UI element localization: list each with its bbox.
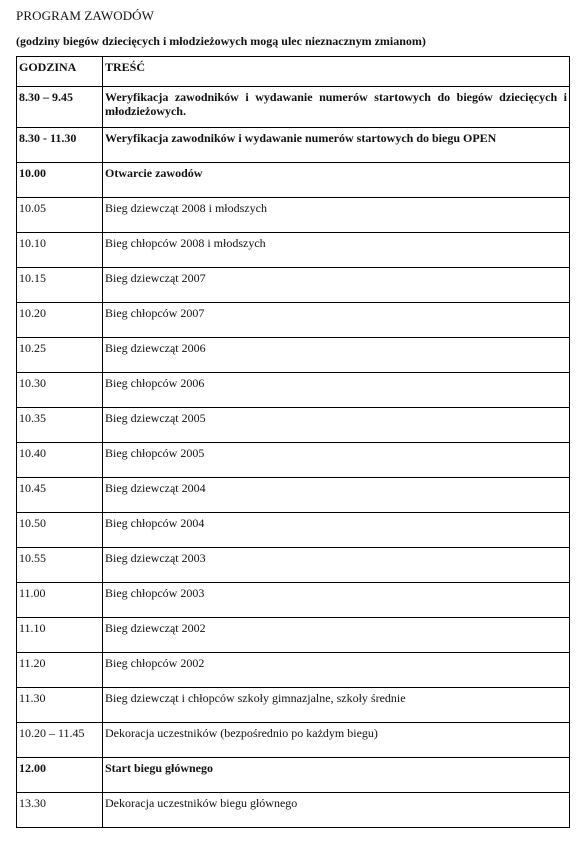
row-time: 11.30 — [17, 688, 103, 723]
row-time: 10.35 — [17, 408, 103, 443]
row-time: 10.50 — [17, 513, 103, 548]
row-time: 11.10 — [17, 618, 103, 653]
row-description: Bieg chłopców 2005 — [103, 443, 570, 478]
row-description: Weryfikacja zawodników i wydawanie numerów startowych do biegu OPEN — [103, 128, 570, 163]
row-time: 11.20 — [17, 653, 103, 688]
table-row — [17, 618, 570, 653]
row-description: Bieg chłopców 2008 i młodszych — [103, 233, 570, 268]
row-time: 10.10 — [17, 233, 103, 268]
table-row — [17, 443, 570, 478]
row-time: 10.00 — [17, 163, 103, 198]
row-description: Bieg dziewcząt 2005 — [103, 408, 570, 443]
header-time: GODZINA — [17, 57, 103, 87]
table-row — [17, 87, 570, 128]
row-time: 12.00 — [17, 758, 103, 793]
row-description: Bieg dziewcząt 2006 — [103, 338, 570, 373]
header-description: TREŚĆ — [103, 57, 570, 87]
row-description: Bieg dziewcząt 2004 — [103, 478, 570, 513]
table-row — [17, 408, 570, 443]
row-description: Bieg dziewcząt i chłopców szkoły gimnazjalne, szkoły średnie — [103, 688, 570, 723]
table-row — [17, 128, 570, 163]
row-time: 10.05 — [17, 198, 103, 233]
row-description: Dekoracja uczestników (bezpośrednio po każdym biegu) — [103, 723, 570, 758]
table-row — [17, 758, 570, 793]
row-time: 10.20 – 11.45 — [17, 723, 103, 758]
row-description: Weryfikacja zawodników i wydawanie numerów startowych do biegów dziecięcych i młodzieżowych. — [103, 87, 570, 128]
row-time: 8.30 - 11.30 — [17, 128, 103, 163]
row-time: 10.45 — [17, 478, 103, 513]
row-time: 10.25 — [17, 338, 103, 373]
row-description: Bieg dziewcząt 2002 — [103, 618, 570, 653]
row-description: Bieg chłopców 2003 — [103, 583, 570, 618]
row-description: Bieg chłopców 2007 — [103, 303, 570, 338]
row-time: 10.40 — [17, 443, 103, 478]
table-header-row — [17, 57, 570, 87]
table-row — [17, 233, 570, 268]
row-time: 10.30 — [17, 373, 103, 408]
table-row — [17, 583, 570, 618]
row-description: Bieg dziewcząt 2007 — [103, 268, 570, 303]
table-row — [17, 688, 570, 723]
table-row — [17, 373, 570, 408]
row-time: 10.55 — [17, 548, 103, 583]
row-description: Otwarcie zawodów — [103, 163, 570, 198]
table-row — [17, 653, 570, 688]
table-row — [17, 793, 570, 828]
row-description: Bieg dziewcząt 2003 — [103, 548, 570, 583]
table-row — [17, 198, 570, 233]
row-time: 11.00 — [17, 583, 103, 618]
row-description: Bieg chłopców 2006 — [103, 373, 570, 408]
row-description: Bieg chłopców 2004 — [103, 513, 570, 548]
row-description: Bieg dziewcząt 2008 i młodszych — [103, 198, 570, 233]
table-row — [17, 338, 570, 373]
row-description: Bieg chłopców 2002 — [103, 653, 570, 688]
table-row — [17, 723, 570, 758]
table-row — [17, 513, 570, 548]
document-title: PROGRAM ZAWODÓW — [16, 8, 155, 23]
row-time: 8.30 – 9.45 — [17, 87, 103, 128]
table-row — [17, 163, 570, 198]
table-row — [17, 478, 570, 513]
program-table — [16, 56, 570, 828]
row-time: 10.20 — [17, 303, 103, 338]
document-subtitle: (godziny biegów dziecięcych i młodzieżowych mogą ulec nieznacznym zmianom) — [16, 34, 426, 48]
table-row — [17, 548, 570, 583]
row-description: Start biegu głównego — [103, 758, 570, 793]
row-time: 10.15 — [17, 268, 103, 303]
row-time: 13.30 — [17, 793, 103, 828]
table-row — [17, 303, 570, 338]
row-description: Dekoracja uczestników biegu głównego — [103, 793, 570, 828]
table-row — [17, 268, 570, 303]
